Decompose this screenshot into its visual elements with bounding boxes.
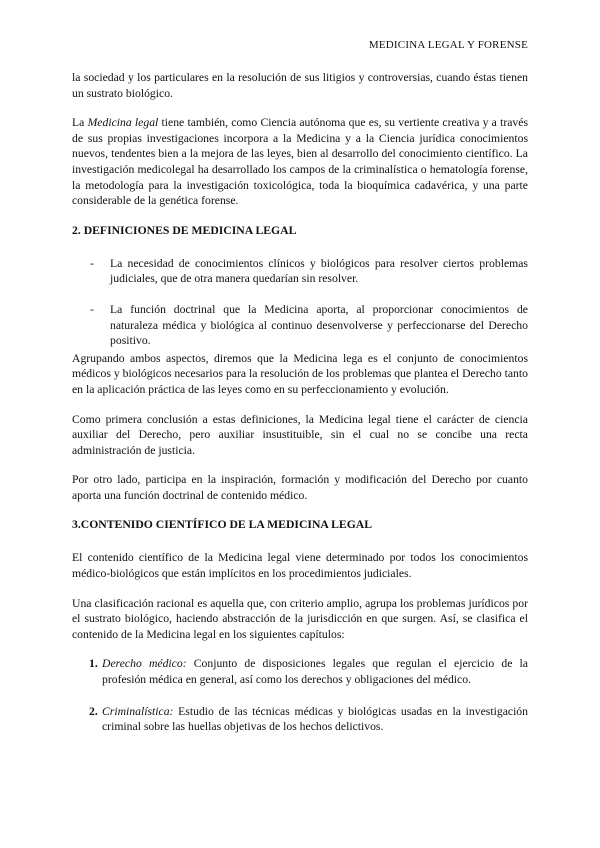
medicina-legal-term: Medicina legal [87, 116, 159, 130]
item-term: Criminalística: [102, 704, 174, 718]
list-item-text: La función doctrinal que la Medicina aporta, al proporcionar conocimientos de naturaleza médica y biológica al continuo desenvolverse y perfeccionarse del Derecho positivo. [110, 302, 528, 348]
conclusion-paragraph: Como primera conclusión a estas definiciones, la Medicina legal tiene el carácter de ciencia auxiliar del Derecho, pero auxiliar insustituible, sin el cual no se concibe una recta administración de justicia. [72, 412, 528, 457]
creative-paragraph [72, 115, 528, 209]
list-item-text: La necesidad de conocimientos clínicos y biológicos para resolver ciertos problemas judiciales, que de otra manera quedarían sin resolver. [110, 256, 528, 286]
content-paragraph: El contenido científico de la Medicina legal viene determinado por todos los conocimientos médico-biológicos que están implícitos en los procedimientos judiciales. [72, 551, 528, 581]
doctrinal-paragraph: Por otro lado, participa en la inspiración, formación y modificación del Derecho por cuanto aporta una función doctrinal de contenido médico. [72, 473, 528, 502]
definitions-list [72, 256, 528, 349]
classification-paragraph: Una clasificación racional es aquella que, con criterio amplio, agrupa los problemas jurídicos por el sustrato biológico, haciendo abstracción de la jurisdicción en que surgen. Así, se clasifica el contenido de la Medicina legal en los siguientes capítulos: [72, 596, 528, 641]
section-3-heading: 3.CONTENIDO CIENTÍFICO DE LA MEDICINA LEGAL [72, 518, 373, 532]
item-text: Estudio de las técnicas médicas y biológicas usadas en la investigación criminal sobre las huellas objetivas de los hechos delictivos. [102, 704, 528, 734]
page-content [72, 70, 528, 751]
list-item [72, 256, 528, 287]
creative-prefix: La [72, 116, 88, 130]
chapters-list [72, 656, 528, 734]
item-term: Derecho médico: [102, 657, 187, 671]
intro-continuation-paragraph: la sociedad y los particulares en la resolución de sus litigios y controversias, cuando éstas tienen un sustrato biológico. [72, 71, 528, 100]
list-item [72, 302, 528, 349]
creative-text: tiene también, como Ciencia autónoma que es, su vertiente creativa y a través de sus propias investigaciones incorpora a la Medicina y a la Ciencia jurídica conocimientos nuevos, tendentes bien a la mejora de las leyes, bien al desarrollo del conocimiento científico. La investigación medicolegal ha desarrollado los campos de la criminalística o hematología forense, la metodología para la investigación toxicológica, toda la bioquímica cadavérica, y una parte considerable de la genética forense. [72, 116, 528, 208]
definition-paragraph: Agrupando ambos aspectos, diremos que la Medicina lega es el conjunto de conocimientos médicos y biológicos necesarios para la resolución de los problemas que plantea el Derecho tanto en la aplicación práctica de las leyes como en su perfeccionamiento y evolución. [72, 351, 528, 396]
section-2-heading: 2. DEFINICIONES DE MEDICINA LEGAL [72, 223, 297, 237]
item-text: Conjunto de disposiciones legales que regulan el ejercicio de la profesión médica en general, así como los derechos y obligaciones del médico. [102, 657, 528, 687]
item-number: 1. [89, 657, 98, 671]
list-item [72, 704, 528, 735]
list-item [72, 656, 528, 687]
running-header: MEDICINA LEGAL Y FORENSE [368, 39, 528, 51]
dash-marker: - [90, 256, 94, 270]
dash-marker: - [90, 302, 94, 316]
item-number: 2. [89, 704, 98, 718]
